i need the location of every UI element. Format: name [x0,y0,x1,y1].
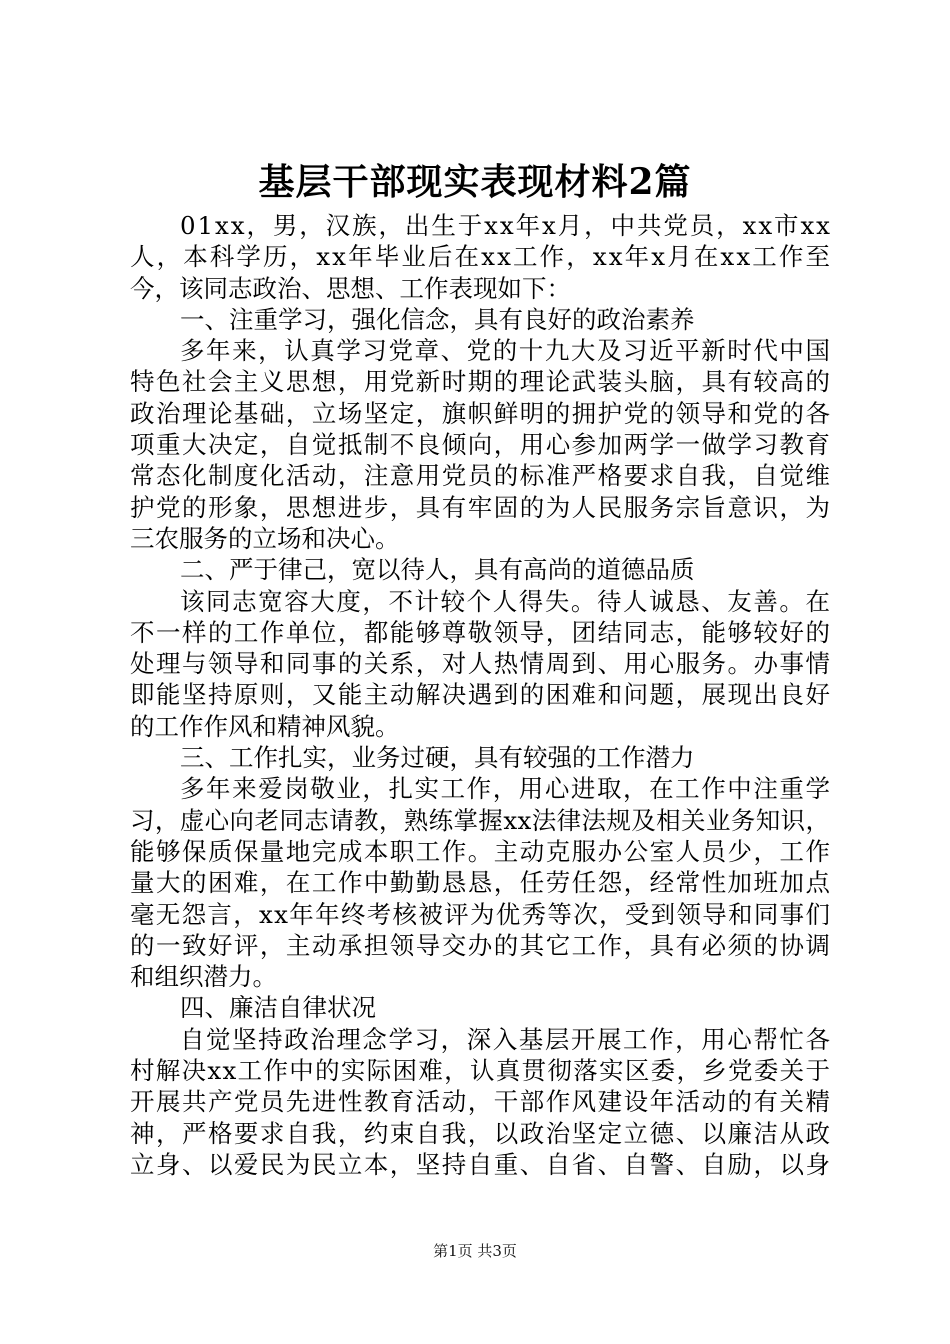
text-line: 常态化制度化活动，注意用党员的标准严格要求自我，自觉维 [130,461,832,491]
text-line: 自觉坚持政治理念学习，深入基层开展工作，用心帮忙各 [180,1024,832,1054]
document-title: 基层干部现实表现材料2篇 [258,161,692,203]
text-line: 毫无怨言，xx年年终考核被评为优秀等次，受到领导和同事们 [130,899,832,929]
text-line: 的工作作风和精神风貌。 [130,711,400,741]
page-footer: 第1页 共3页 [433,1242,517,1260]
text-line: 和组织潜力。 [130,962,277,992]
text-line: 二、严于律己，宽以待人，具有高尚的道德品质 [180,555,695,585]
text-line: 的一致好评，主动承担领导交办的其它工作，具有必须的协调 [130,930,832,960]
text-line: 处理与领导和同事的关系，对人热情周到、用心服务。办事情 [130,649,832,679]
text-line: 护党的形象，思想进步，具有牢固的为人民服务宗旨意识，为 [130,492,832,522]
document-body [130,210,833,1180]
text-line: 神，严格要求自我，约束自我，以政治坚定立德、以廉洁从政 [130,1118,832,1148]
text-line: 一、注重学习，强化信念，具有良好的政治素养 [180,304,695,334]
text-line: 01xx，男，汉族，出生于xx年x月，中共党员，xx市xx [180,211,832,240]
text-line: 政治理论基础，立场坚定，旗帜鲜明的拥护党的领导和党的各 [130,398,832,428]
text-line: 人，本科学历，xx年毕业后在xx工作，xx年x月在xx工作至 [130,242,833,272]
text-line: 村解决xx工作中的实际困难，认真贯彻落实区委，乡党委关于 [130,1056,832,1086]
text-line: 习，虚心向老同志请教，熟练掌握xx法律法规及相关业务知识， [130,805,831,835]
text-line: 该同志宽容大度，不计较个人得失。待人诚恳、友善。在 [180,586,832,616]
text-line: 三、工作扎实，业务过硬，具有较强的工作潜力 [180,743,695,773]
text-line: 今，该同志政治、思想、工作表现如下： [130,273,571,303]
text-line: 不一样的工作单位，都能够尊敬领导，团结同志，能够较好的 [130,617,832,647]
text-line: 特色社会主义思想，用党新时期的理论武装头脑，具有较高的 [130,367,832,397]
text-line: 即能坚持原则，又能主动解决遇到的困难和问题，展现出良好 [130,680,832,710]
text-line: 项重大决定，自觉抵制不良倾向，用心参加两学一做学习教育 [130,430,832,460]
text-line: 三农服务的立场和决心。 [130,523,400,553]
text-line: 多年来，认真学习党章、党的十九大及习近平新时代中国 [180,336,832,366]
text-line: 四、廉洁自律状况 [180,993,376,1023]
text-line: 能够保质保量地完成本职工作。主动克服办公室人员少，工作 [130,836,832,866]
text-line: 开展共产党员先进性教育活动，干部作风建设年活动的有关精 [130,1087,832,1117]
text-line: 多年来爱岗敬业，扎实工作，用心进取，在工作中注重学 [180,774,832,804]
text-line: 立身、以爱民为民立本，坚持自重、自省、自警、自励，以身 [130,1149,832,1179]
text-line: 量大的困难，在工作中勤勤恳恳，任劳任怨，经常性加班加点 [130,868,832,898]
